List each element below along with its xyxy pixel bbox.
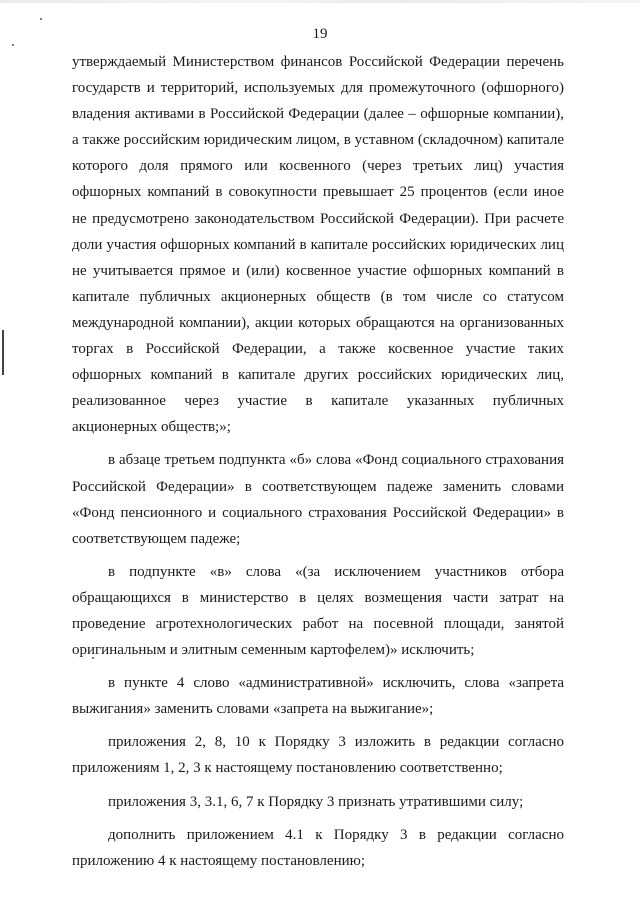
scan-mark-left <box>2 330 4 375</box>
paragraph-point-4: в пункте 4 слово «административной» исключить, слова «запрета выжигания» заменить словами «запрета на выжигание»; <box>72 675 564 718</box>
paragraph-offshore-definition: утверждаемый Министерством финансов Российской Федерации перечень государств и территорий, используемых для промежуточного (офшорного) владения активами в Российской Федерации (далее – офшорные компании), а также российским юридическим лицом, в уставном (складочном) капитале которого доля прямого или косвенного (через третьих лиц) участия офшорных компаний в совокупности превышает 25 процентов (если иное не предусмотрено законодательством Российской Федерации). При расчете доли участия офшорных компаний в капитале российских юридических лиц не учитывается прямое и (или) косвенное участие офшорных компаний в капитале публичных акционерных обществ (в том числе со статусом международной компании), акции которых обращаются на организованных торгах в Российской Федерации, а также косвенное участие таких офшорных компаний в капитале других российских юридических лиц, реализованное через участие в капитале указанных публичных акционерных обществ;»; <box>72 54 564 436</box>
scan-edge-top <box>0 0 640 3</box>
paragraph-appendices-2-8-10: приложения 2, 8, 10 к Порядку 3 изложить в редакции согласно приложениям 1, 2, 3 к настоящему постановлению соответственно; <box>72 734 564 777</box>
paragraph-appendix-4-1: дополнить приложением 4.1 к Порядку 3 в редакции согласно приложению 4 к настоящему постановлению; <box>72 826 564 869</box>
document-body <box>72 49 564 874</box>
page-number: 19 <box>312 26 328 42</box>
paragraph-appendices-void: приложения 3, 3.1, 6, 7 к Порядку 3 признать утратившими силу; <box>108 793 524 810</box>
paragraph-subpoint-v: в подпункте «в» слова «(за исключением участников отбора обращающихся в министерство в целях возмещения части затрат на проведение агротехнологических работ на посевной площади, занятой оригинальным и элитным семенным картофелем)» исключить; <box>72 563 564 659</box>
scan-speck <box>40 18 42 20</box>
scan-speck <box>12 44 14 46</box>
paragraph-fund-replacement: в абзаце третьем подпункта «б» слова «Фонд социального страхования Российской Федерации» в соответствующем падеже заменить словами «Фонд пенсионного и социального страхования Российской Федерации» в соответствующем падеже; <box>72 452 564 547</box>
